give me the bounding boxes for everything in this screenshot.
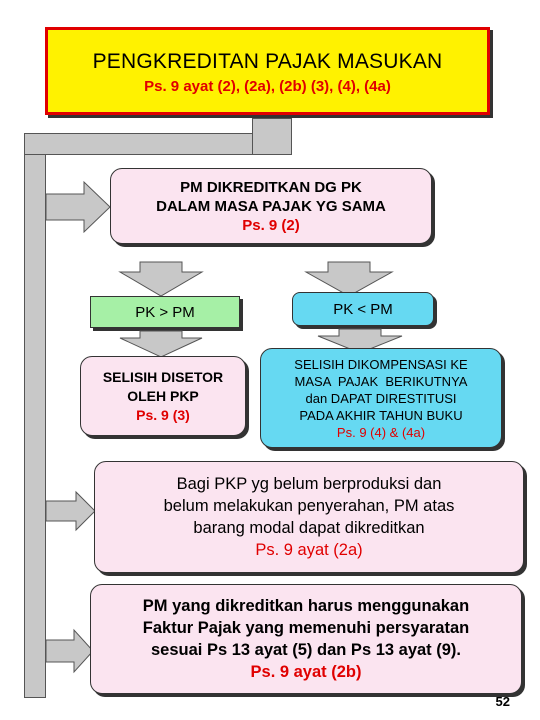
invoice-reference: Ps. 9 ayat (2b): [250, 663, 362, 681]
arrow-right-invoice: [46, 630, 94, 672]
tax-invoice-box: [90, 584, 522, 694]
deposit-line-2: OLEH PKP: [127, 387, 199, 404]
arrow-right-credit: [46, 182, 111, 232]
arrow-down-right-1: [306, 262, 392, 296]
arrow-down-left-2: [120, 331, 202, 357]
credit-line-1: PM DIKREDITKAN DG PK: [180, 178, 362, 196]
connector-vertical-bar: [24, 133, 46, 698]
arrow-down-left-1: [120, 262, 202, 296]
title-reference: Ps. 9 ayat (2), (2a), (2b) (3), (4), (4a): [144, 77, 391, 95]
capital-line-2: belum melakukan penyerahan, PM atas: [163, 497, 455, 515]
compensation-line-4: PADA AKHIR TAHUN BUKU: [299, 407, 463, 423]
credit-reference: Ps. 9 (2): [242, 216, 300, 234]
connector-top-stub: [252, 118, 292, 155]
credit-line-2: DALAM MASA PAJAK YG SAMA: [156, 197, 386, 215]
capital-line-3: barang modal dapat dikreditkan: [193, 519, 425, 537]
page-title: PENGKREDITAN PAJAK MASUKAN: [92, 49, 443, 73]
compensation-reference: Ps. 9 (4) & (4a): [336, 424, 426, 440]
capital-reference: Ps. 9 ayat (2a): [255, 541, 363, 559]
invoice-line-3: sesuai Ps 13 ayat (5) dan Ps 13 ayat (9).: [151, 641, 461, 659]
pk-greater-box: [90, 296, 240, 328]
compensation-line-1: SELISIH DIKOMPENSASI KE: [294, 356, 468, 372]
deposit-box: [80, 356, 246, 436]
credit-box: [110, 168, 432, 244]
compensation-box: [260, 348, 502, 448]
pk-less-box: [292, 292, 434, 326]
arrow-right-capital: [46, 492, 96, 530]
capital-goods-box: [94, 461, 524, 573]
page-number: 52: [495, 694, 510, 709]
pk-less-label: PK < PM: [333, 300, 393, 318]
deposit-reference: Ps. 9 (3): [136, 406, 190, 423]
deposit-line-1: SELISIH DISETOR: [102, 368, 224, 385]
invoice-line-1: PM yang dikreditkan harus menggunakan: [142, 597, 470, 615]
invoice-line-2: Faktur Pajak yang memenuhi persyaratan: [142, 619, 470, 637]
capital-line-1: Bagi PKP yg belum berproduksi dan: [176, 475, 442, 493]
pk-greater-label: PK > PM: [135, 303, 195, 321]
compensation-line-2: MASA PAJAK BERIKUTNYA: [294, 373, 468, 389]
title-box: [45, 27, 490, 115]
compensation-line-3: dan DAPAT DIRESTITUSI: [305, 390, 457, 406]
